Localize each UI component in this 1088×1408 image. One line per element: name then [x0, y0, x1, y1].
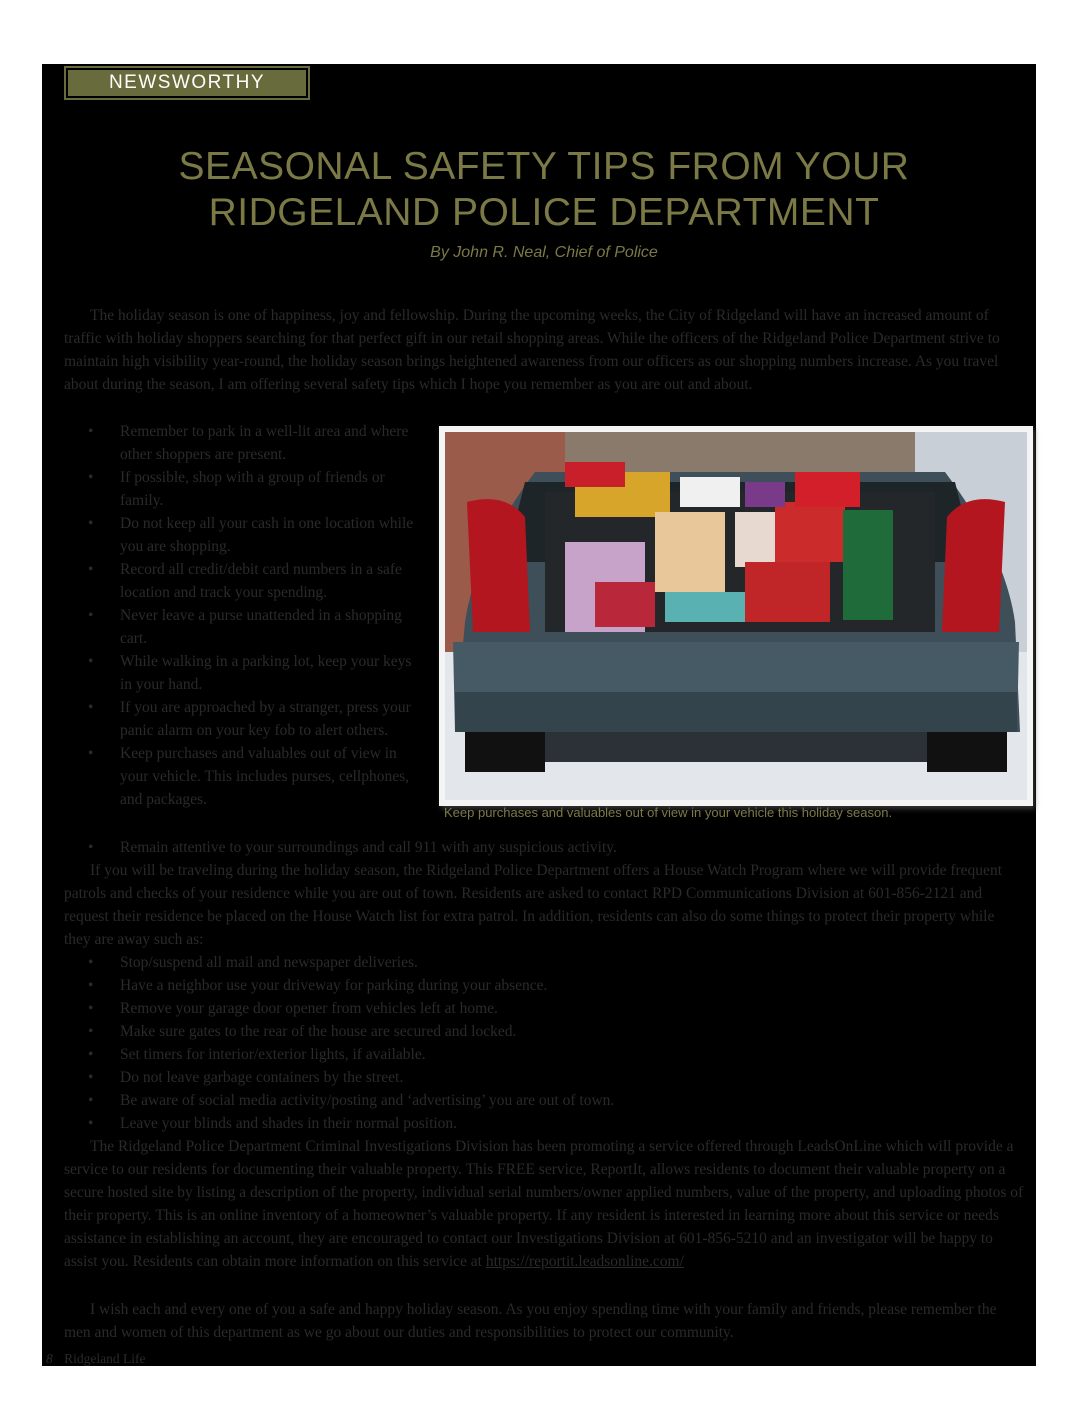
list-item: • Make sure gates to the rear of the house are secured and locked.	[64, 1020, 1024, 1043]
page-footer	[46, 1351, 145, 1367]
reportit-link[interactable]: https://reportit.leadsonline.com/	[485, 1253, 684, 1270]
list-item: • If you are approached by a stranger, press your panic alarm on your key fob to alert others.	[64, 696, 420, 742]
bullet-icon: •	[88, 977, 94, 994]
list-item: • Do not leave garbage containers by the street.	[64, 1066, 1024, 1089]
article-byline: By John R. Neal, Chief of Police	[430, 244, 658, 261]
reportit-text: The Ridgeland Police Department Criminal Investigations Division has been promoting a service offered through LeadsOnLine which will provide a service to our residents for documenting their valuable property. This FREE service, ReportIt, allows residents to document their valuable property on a secure hosted site by listing a description of the property, individual serial numbers/owner applied numbers, value of the property, and uploading photos of their property. This is an online inventory of a homeowner’s valuable property. If any resident is interested in learning more about this service or needs assistance in establishing an account, they are encouraged to contact our Investigations Division at 601-856-5210 and an investigator will be happy to assist you. Residents can obtain more information on this service at	[64, 1138, 1024, 1270]
closing-paragraph: I wish each and every one of you a safe and happy holiday season. As you enjoy spending time with your family and friends, please remember the men and women of this department as we go about our duties and responsibilities to protect our community.	[64, 1301, 997, 1341]
bullet-icon: •	[88, 1092, 94, 1109]
list-item: • Remove your garage door opener from vehicles left at home.	[64, 997, 1024, 1020]
car-trunk-photo	[439, 426, 1033, 806]
publication-name: Ridgeland Life	[64, 1351, 146, 1366]
list-item: • Keep purchases and valuables out of view in your vehicle. This includes purses, cellphones, and packages.	[64, 742, 420, 811]
list-item: • Leave your blinds and shades in their normal position.	[64, 1112, 1024, 1135]
car-trunk-illustration	[445, 432, 1027, 800]
reportit-paragraph	[64, 1135, 1024, 1273]
list-item: • Do not keep all your cash in one location while you are shopping.	[64, 512, 420, 558]
bullet-icon: •	[88, 1046, 94, 1063]
section-tag-label: NEWSWORTHY	[66, 68, 308, 98]
section-tag	[64, 66, 310, 100]
list-item: • Record all credit/debit card numbers in a safe location and track your spending.	[64, 558, 420, 604]
bullet-icon: •	[88, 1115, 94, 1132]
article-headline	[60, 144, 1028, 236]
shopping-tips-list	[64, 420, 420, 811]
bullet-icon: •	[88, 653, 94, 670]
list-item: • If possible, shop with a group of friends or family.	[64, 466, 420, 512]
house-watch-paragraph: If you will be traveling during the holiday season, the Ridgeland Police Department offers a House Watch Program where we will provide frequent patrols and checks of your residence while you are out of town. Residents are asked to contact RPD Communications Division at 601-856-2121 and request their residence be placed on the House Watch list for extra patrol. In addition, residents can also do some things to protect their property while they are away such as:	[64, 862, 1002, 948]
bullet-icon: •	[88, 423, 94, 440]
list-item: • Remain attentive to your surroundings and call 911 with any suspicious activity.	[64, 836, 1024, 859]
list-item: • Set timers for interior/exterior lights, if available.	[64, 1043, 1024, 1066]
bullet-icon: •	[88, 839, 94, 856]
photo-caption: Keep purchases and valuables out of view in your vehicle this holiday season.	[444, 805, 893, 820]
list-item: • While walking in a parking lot, keep your keys in your hand.	[64, 650, 420, 696]
list-item: • Be aware of social media activity/posting and ‘advertising’ you are out of town.	[64, 1089, 1024, 1112]
bullet-icon: •	[88, 515, 94, 532]
list-item: • Never leave a purse unattended in a shopping cart.	[64, 604, 420, 650]
bullet-icon: •	[88, 561, 94, 578]
bullet-icon: •	[88, 1023, 94, 1040]
bullet-icon: •	[88, 607, 94, 624]
bullet-icon: •	[88, 699, 94, 716]
bullet-icon: •	[88, 954, 94, 971]
bullet-icon: •	[88, 1069, 94, 1086]
home-tips-list	[64, 951, 1024, 1135]
headline-line-1: SEASONAL SAFETY TIPS FROM YOUR	[178, 145, 910, 188]
page-number: 8	[46, 1351, 53, 1366]
bullet-icon: •	[88, 745, 94, 762]
surroundings-tip-list	[64, 836, 1024, 859]
intro-paragraph: The holiday season is one of happiness, joy and fellowship. During the upcoming weeks, the City of Ridgeland will have an increased amount of traffic with holiday shoppers searching for that perfect gift in our retail shopping areas. While the officers of the Ridgeland Police Department strive to maintain high visibility year-round, the holiday season brings heightened awareness from our officers as our shopping numbers increase. As you travel about during the season, I am offering several safety tips which I hope you remember as you are out and about.	[64, 307, 1000, 393]
list-item: • Remember to park in a well-lit area and where other shoppers are present.	[64, 420, 420, 466]
list-item: • Have a neighbor use your driveway for parking during your absence.	[64, 974, 1024, 997]
bullet-icon: •	[88, 1000, 94, 1017]
list-item: • Stop/suspend all mail and newspaper deliveries.	[64, 951, 1024, 974]
bullet-icon: •	[88, 469, 94, 486]
headline-line-2: RIDGELAND POLICE DEPARTMENT	[208, 191, 880, 234]
